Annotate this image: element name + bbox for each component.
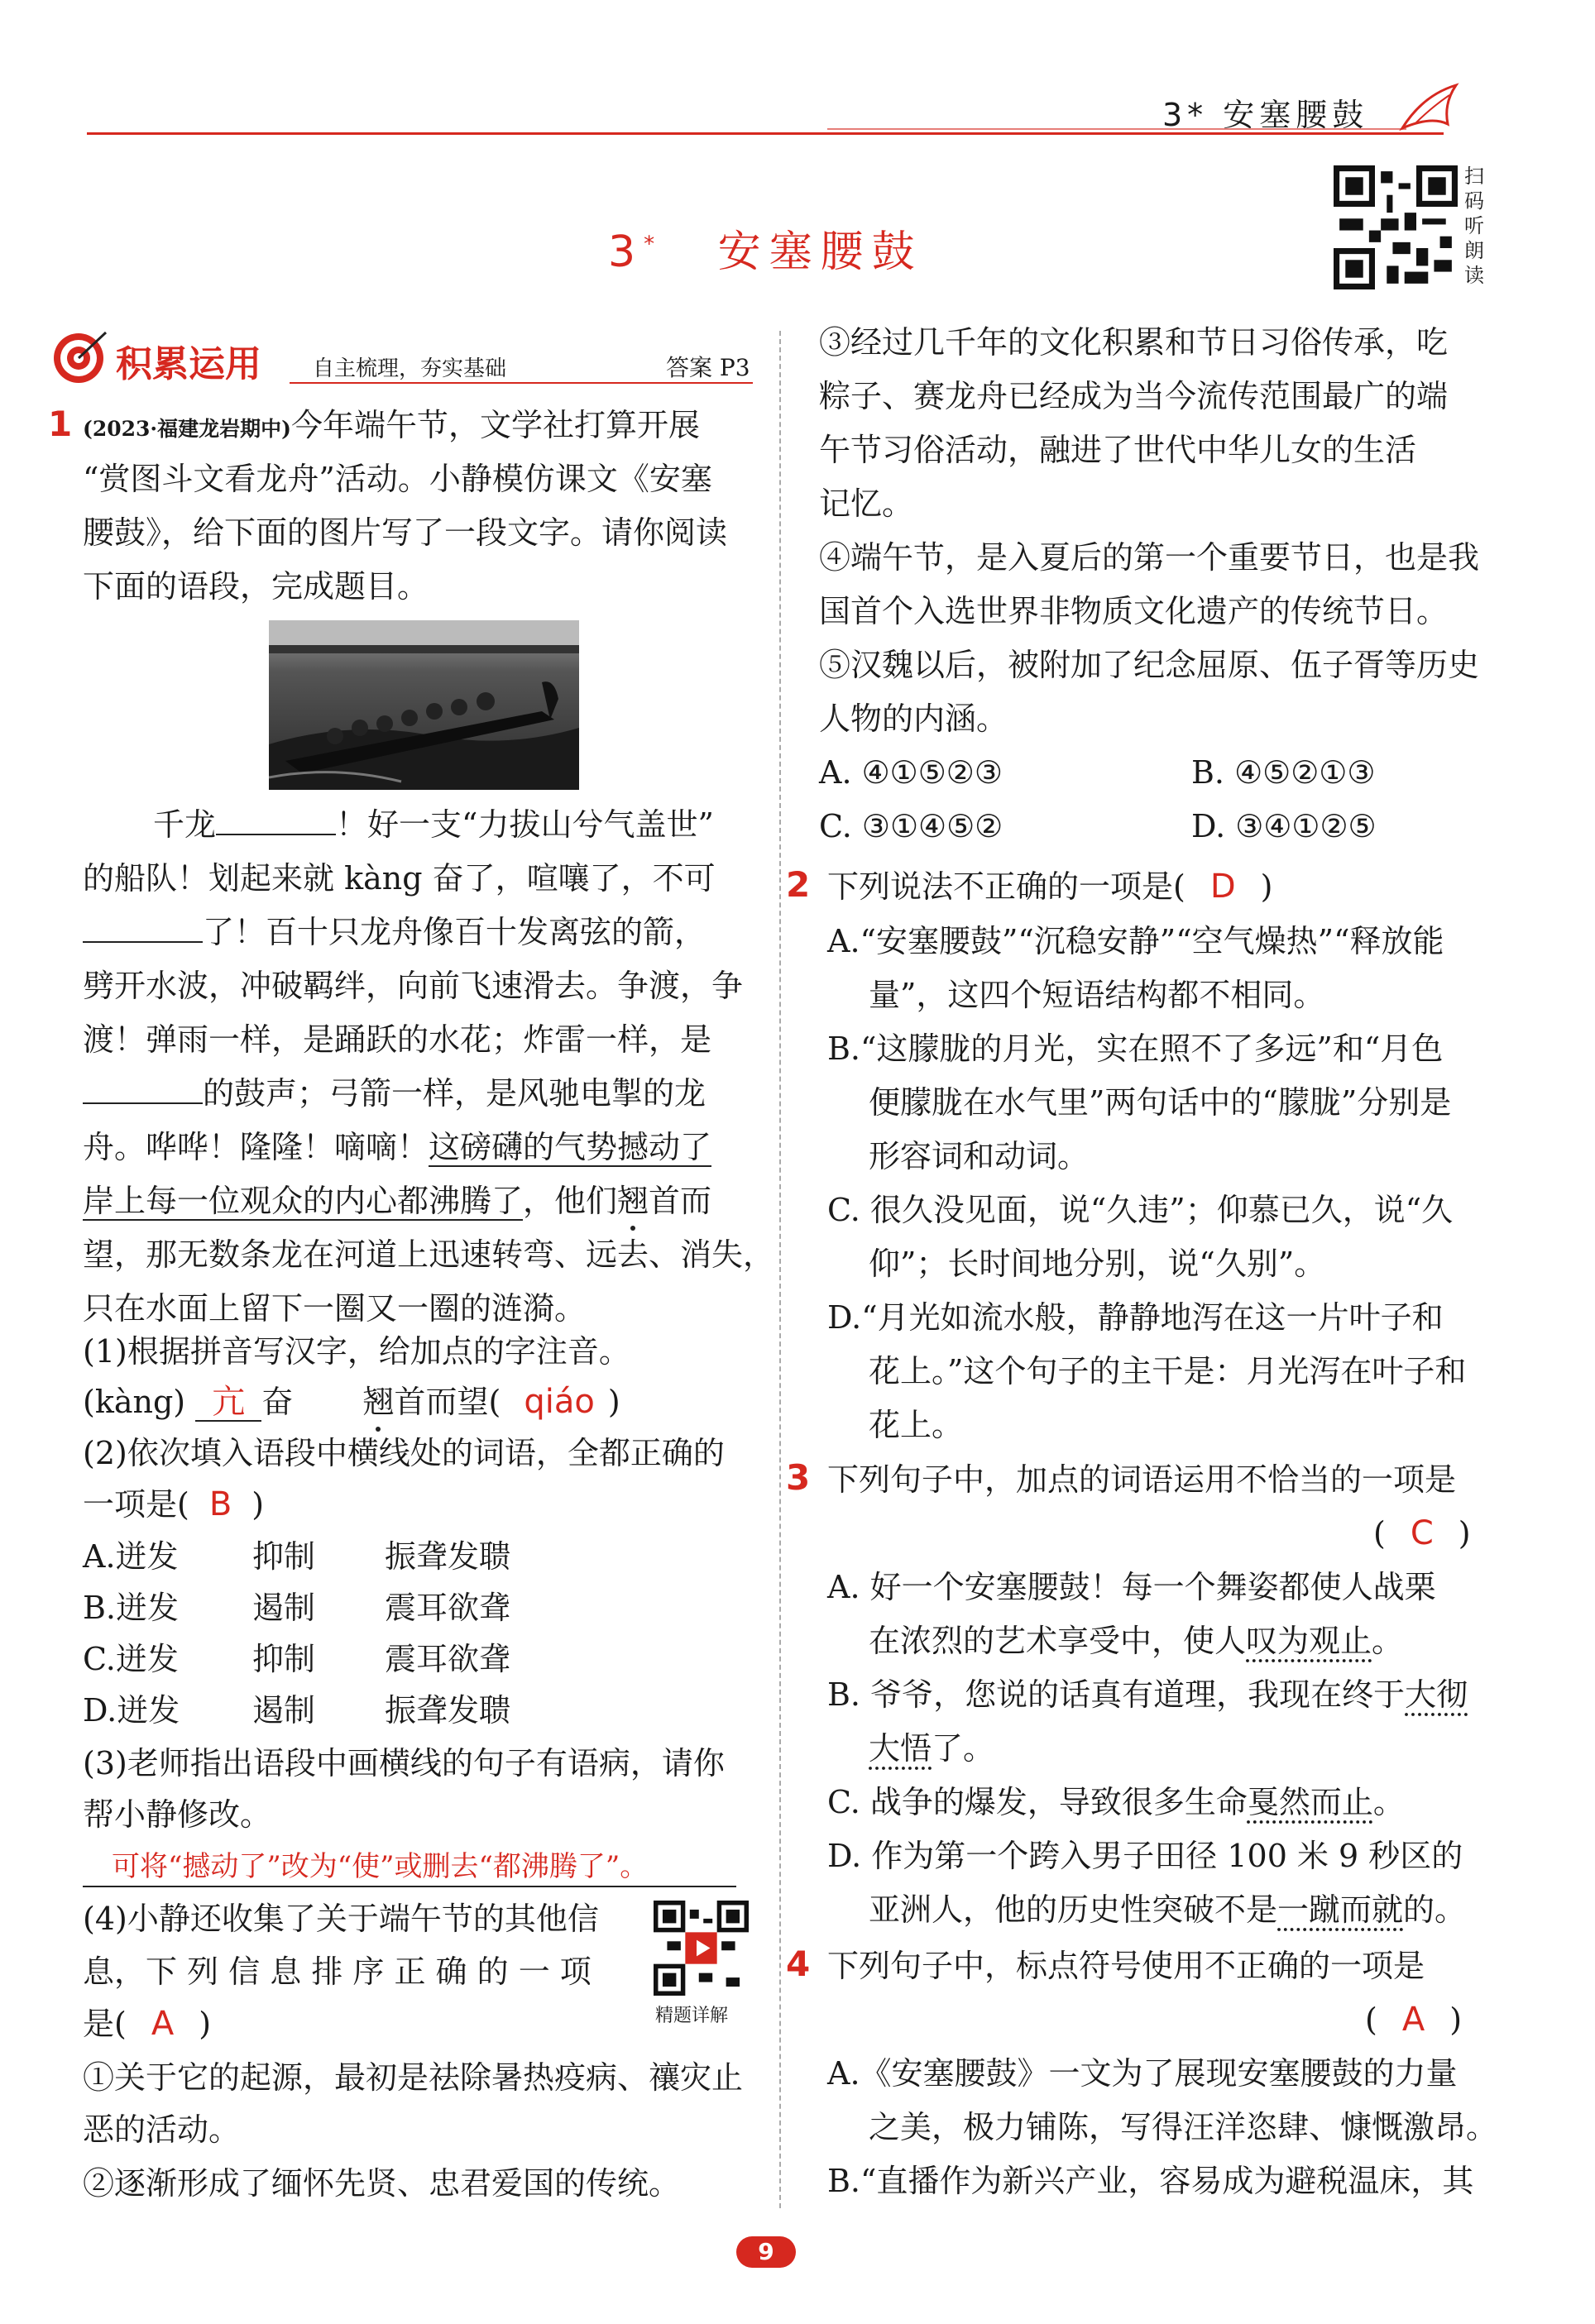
- option-text: B. 爷爷，您说的话真有道理，我现在终于: [827, 1676, 1406, 1713]
- option-text: 。: [1372, 1623, 1404, 1659]
- answer-q3: C: [1410, 1514, 1434, 1552]
- option-word: 迸发: [116, 1590, 180, 1626]
- q1-sub4-item-3d: 记忆。: [819, 485, 914, 522]
- section-rule: [290, 382, 753, 384]
- bird-logo-icon: [1398, 79, 1464, 136]
- lesson-title: [608, 217, 923, 279]
- target-icon: [50, 329, 108, 387]
- option-text: 亚洲人，他的历史性突破不是: [869, 1891, 1278, 1928]
- answer-kang: 亢: [195, 1384, 261, 1422]
- section-subtitle: 自主梳理，夯实基础: [313, 356, 507, 381]
- q1-sub2-option-d[interactable]: [83, 1692, 511, 1729]
- underlined-sentence: 岸上每一位观众的内心都沸腾了: [83, 1183, 524, 1219]
- option-word: 迸发: [117, 1692, 180, 1729]
- q1-sub4-item-3a: ③经过几千年的文化积累和节日习俗传承，吃: [819, 324, 1449, 361]
- option-word: 遏制: [252, 1590, 316, 1626]
- stem-text: 一项是(: [83, 1486, 189, 1523]
- question-number-2: 2: [786, 864, 811, 905]
- qr-code-icon[interactable]: [1334, 165, 1458, 289]
- q3-stem: 下列句子中，加点的词语运用不恰当的一项是: [827, 1461, 1457, 1498]
- q1-sub2-option-a[interactable]: [83, 1538, 511, 1575]
- option-text: C. 战争的爆发，导致很多生命: [827, 1784, 1248, 1820]
- stem-text: 下列说法不正确的一项是(: [827, 868, 1185, 905]
- pinyin: (kàng): [83, 1384, 186, 1420]
- section-title: 积累运用: [116, 343, 261, 385]
- dotted-word: 戛然而止: [1247, 1784, 1373, 1820]
- q1-sub4-item-2: ②逐渐形成了缅怀先贤、忠君爱国的传统。: [83, 2165, 681, 2202]
- q1-sub4-item-1a: ①关于它的起源，最初是祛除暑热疫病、禳灾止: [83, 2059, 744, 2096]
- answer-sub2: B: [208, 1485, 232, 1523]
- passage-text: 了！百十只龙舟像百十发离弦的箭，: [203, 914, 706, 950]
- option-word: 迸发: [115, 1641, 179, 1677]
- answer-sub4: A: [151, 2005, 175, 2043]
- qr-detail-caption: 精题详解: [655, 2006, 729, 2026]
- underlined-sentence: 这磅礴的气势撼动了: [429, 1129, 712, 1165]
- q1-sub4-option-a[interactable]: A. ④①⑤②③: [819, 754, 1003, 791]
- passage-text: 千龙: [153, 806, 217, 843]
- q3-option-b1[interactable]: [827, 1676, 1468, 1713]
- q1-sub3-label-1: (3)老师指出语段中画横线的句子有语病，请你: [83, 1745, 725, 1781]
- passage-text: 首而: [649, 1183, 712, 1219]
- q1-sub4-l1: (4)小静还收集了关于端午节的其他信: [83, 1901, 599, 1937]
- passage-line-3: [83, 914, 706, 950]
- paren-close: ): [607, 1384, 620, 1420]
- dotted-char: 翘: [362, 1384, 395, 1420]
- option-word: 振聋发聩: [385, 1538, 511, 1575]
- blank-2: [83, 916, 203, 943]
- paren-close: ): [251, 1486, 265, 1523]
- q2-option-c2: 仰”；长时间地分别，说“久别”。: [869, 1246, 1326, 1282]
- q1-sub4-option-c[interactable]: C. ③①④⑤②: [819, 808, 1003, 844]
- q1-stem-line-1: [83, 407, 700, 447]
- option-word: 震耳欲聋: [385, 1590, 511, 1626]
- q2-option-d1[interactable]: D.“月光如流水般，静静地泻在这一片叶子和: [827, 1299, 1444, 1336]
- dragon-boat-photo: [269, 620, 579, 790]
- q1-sub4-option-b[interactable]: B. ④⑤②①③: [1191, 754, 1376, 791]
- option-text: 。: [1372, 1784, 1405, 1820]
- q3-answer-line: [1373, 1515, 1471, 1552]
- q2-option-c1[interactable]: C. 很久没见面，说“久违”；仰慕已久，说“久: [827, 1192, 1454, 1228]
- passage-line-9: 望，那无数条龙在河道上迅速转弯、远去、消失，: [83, 1236, 775, 1273]
- blank-1: [216, 809, 336, 835]
- passage-line-5: 渡！弹雨一样，是踊跃的水花；炸雷一样，是: [83, 1021, 712, 1058]
- q4-stem: 下列句子中，标点符号使用不正确的一项是: [827, 1948, 1425, 1984]
- q1-sub4-item-5a: ⑤汉魏以后，被附加了纪念屈原、伍子胥等历史: [819, 647, 1480, 683]
- question-number-1: 1: [48, 404, 73, 444]
- q1-sub4-l2: 息，下 列 信 息 排 序 正 确 的 一 项: [83, 1953, 592, 1990]
- option-text: 在浓烈的艺术享受中，使人: [869, 1623, 1247, 1659]
- option-word: 震耳欲聋: [385, 1641, 511, 1677]
- option-letter: D.: [83, 1692, 117, 1729]
- option-letter: C.: [83, 1641, 116, 1677]
- q1-source: (2023·福建龙岩期中): [83, 417, 291, 441]
- column-divider: [779, 331, 781, 2208]
- passage-text: ，他们: [523, 1183, 618, 1219]
- q2-option-a1[interactable]: A.“安塞腰鼓”“沉稳安静”“空气燥热”“释放能: [827, 923, 1444, 959]
- q2-stem: [827, 868, 1272, 905]
- question-number-4: 4: [786, 1944, 811, 1984]
- q1-sub4-item-3c: 午节习俗活动，融进了世代中华儿女的生活: [819, 432, 1417, 468]
- q1-stem-line-4: 下面的语段，完成题目。: [83, 568, 429, 605]
- passage-text: 舟。哗哗！隆隆！嘀嘀！: [83, 1129, 429, 1165]
- q1-stem-line-2: “赏图斗文看龙舟”活动。小静模仿课文《安塞: [83, 461, 712, 497]
- q1-sub1-answers: [83, 1384, 620, 1422]
- answer-ref: 答案 P3: [666, 354, 750, 381]
- word-text: 首而望(: [394, 1384, 501, 1420]
- q1-sub4-item-1b: 恶的活动。: [83, 2111, 241, 2148]
- paren-close: ): [1449, 2001, 1463, 2038]
- option-word: 遏制: [252, 1692, 316, 1729]
- paren-open: (: [1365, 2001, 1377, 2038]
- passage-text: ！好一支“力拔山兮气盖世”: [336, 806, 714, 843]
- option-word: 迸发: [115, 1538, 179, 1575]
- dotted-word: 一蹴而就: [1277, 1891, 1404, 1928]
- passage-line-4: 劈开水波，冲破羁绊，向前飞速滑去。争渡，争: [83, 968, 744, 1004]
- answer-rule: [83, 1886, 736, 1887]
- qr-code-detail-icon[interactable]: [654, 1901, 749, 1996]
- lesson-number: 3: [608, 227, 644, 277]
- q4-option-a2: 之美，极力铺陈，写得汪洋恣肆、慷慨激昂。: [869, 2109, 1498, 2145]
- passage-line-6: [83, 1075, 706, 1112]
- paren-close: ): [1458, 1515, 1471, 1552]
- q1-sub1-label: (1)根据拼音写汉字，给加点的字注音。: [83, 1333, 630, 1370]
- dotted-word: 大彻: [1405, 1676, 1468, 1713]
- q3-option-a1[interactable]: A. 好一个安塞腰鼓！每一个舞姿都使人战栗: [827, 1569, 1436, 1605]
- lesson-name: 安塞腰鼓: [717, 227, 923, 277]
- q1-sub4-item-4a: ④端午节，是入夏后的第一个重要节日，也是我: [819, 539, 1480, 576]
- passage-line-2: 的船队！划起来就 kàng 奋了，喧嚷了，不可: [83, 860, 716, 897]
- q2-option-a2: 量”，这四个短语结构都不相同。: [869, 977, 1325, 1013]
- q1-stem-1: 今年端午节，文学社打算开展: [290, 407, 700, 443]
- q1-sub4-l3: [83, 2006, 211, 2042]
- q1-sub2-option-c[interactable]: [83, 1641, 511, 1677]
- qr-label: 扫码听朗读: [1464, 165, 1484, 287]
- passage-line-1: [153, 806, 714, 843]
- q4-option-b1[interactable]: B.“直播作为新兴产业，容易成为避税温床，其: [827, 2163, 1474, 2199]
- q1-sub2-option-b[interactable]: [83, 1590, 511, 1626]
- paren-close: ): [1260, 868, 1273, 905]
- option-letter: B.: [83, 1590, 117, 1626]
- q3-option-a2: [869, 1623, 1403, 1659]
- q4-answer-line: [1365, 2001, 1462, 2038]
- answer-q4: A: [1401, 2001, 1425, 2039]
- q3-option-b2: [869, 1730, 994, 1767]
- option-text: 的。: [1403, 1891, 1467, 1928]
- answer-qiao: qiáo: [524, 1383, 595, 1421]
- dotted-word: 叹为观止: [1246, 1623, 1372, 1659]
- q1-sub3-label-2: 帮小静修改。: [83, 1796, 272, 1833]
- q3-option-d1[interactable]: D. 作为第一个跨入男子田径 100 米 9 秒区的: [827, 1838, 1463, 1874]
- passage-line-7: [83, 1129, 711, 1165]
- dotted-char: 翘: [617, 1183, 649, 1219]
- answer-q2: D: [1209, 868, 1236, 906]
- q2-option-b1[interactable]: B.“这朦胧的月光，实在照不了多远”和“月色: [827, 1030, 1444, 1067]
- blank-3: [83, 1078, 203, 1104]
- paren-open: (: [1373, 1515, 1386, 1552]
- dotted-word: 大悟: [869, 1730, 932, 1767]
- q2-option-d3: 花上。: [869, 1407, 964, 1443]
- q4-option-a1[interactable]: A.《安塞腰鼓》一文为了展现安塞腰鼓的力量: [827, 2055, 1458, 2092]
- q3-option-c1[interactable]: [827, 1784, 1405, 1820]
- q1-sub4-option-d[interactable]: D. ③④①②⑤: [1191, 808, 1377, 844]
- paren-close: ): [199, 2006, 212, 2042]
- option-word: 抑制: [252, 1538, 316, 1575]
- q1-sub4-item-3b: 粽子、赛龙舟已经成为当今流传范围最广的端: [819, 378, 1449, 414]
- option-word: 抑制: [252, 1641, 316, 1677]
- passage-line-10: 只在水面上留下一圈又一圈的涟漪。: [83, 1290, 587, 1327]
- q1-sub2-label-2: [83, 1486, 264, 1523]
- option-letter: A.: [83, 1538, 116, 1575]
- q1-stem-line-3: 腰鼓》，给下面的图片写了一段文字。请你阅读: [83, 514, 728, 551]
- stem-text: 是(: [83, 2006, 127, 2042]
- q2-option-b3: 形容词和动词。: [869, 1138, 1090, 1174]
- lesson-star: *: [644, 232, 663, 257]
- page-number: 9: [758, 2238, 774, 2265]
- q2-option-b2: 便朦胧在水气里”两句话中的“朦胧”分别是: [869, 1084, 1452, 1121]
- passage-text: 的鼓声；弓箭一样，是风驰电掣的龙: [203, 1075, 706, 1112]
- q1-sub2-label-1: (2)依次填入语段中横线处的词语，全都正确的: [83, 1435, 725, 1471]
- option-word: 振聋发聩: [385, 1692, 511, 1729]
- running-title: 3* 安塞腰鼓: [1162, 97, 1369, 133]
- q3-option-d2: [869, 1891, 1466, 1928]
- q2-option-d2: 花上。”这个句子的主干是：月光泻在叶子和: [869, 1353, 1467, 1389]
- option-text: 了。: [932, 1730, 995, 1767]
- passage-line-8: [83, 1183, 711, 1219]
- q1-sub4-item-4b: 国首个入选世界非物质文化遗产的传统节日。: [819, 593, 1449, 629]
- q1-sub4-item-5b: 人物的内涵。: [819, 701, 1008, 737]
- q1-sub3-answer: 可将“撼动了”改为“使”或删去“都沸腾了”。: [112, 1850, 649, 1883]
- word-tail: 奋: [261, 1384, 294, 1420]
- question-number-3: 3: [786, 1457, 811, 1498]
